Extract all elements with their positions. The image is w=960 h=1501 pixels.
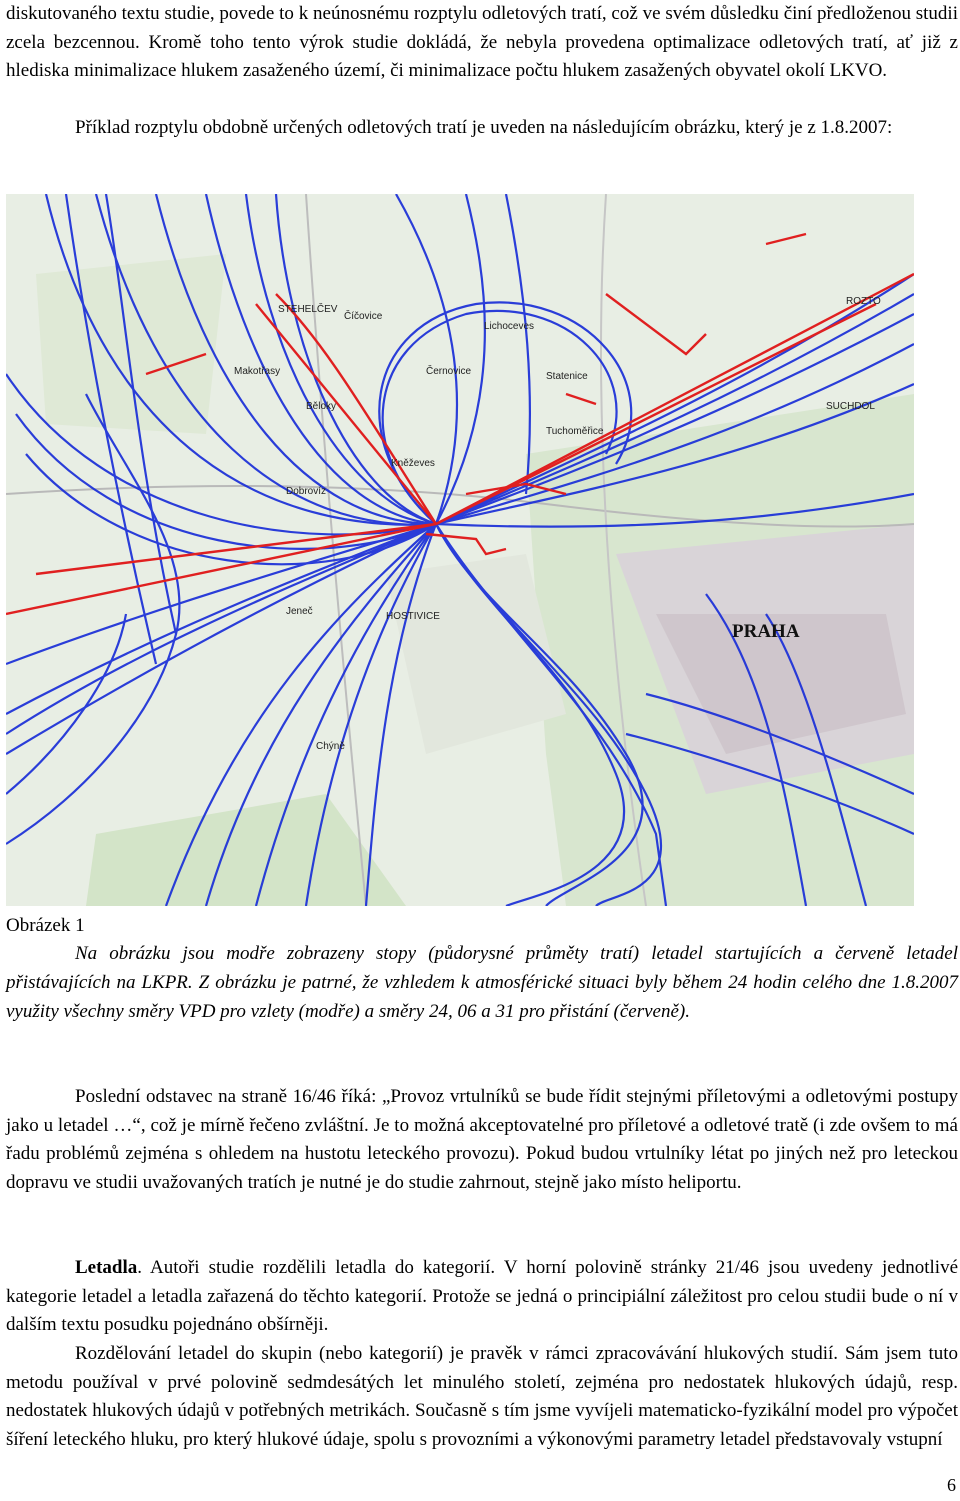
label-chyne: Chýně — [316, 741, 345, 752]
map-svg — [6, 194, 914, 906]
label-hostivice: HOSTIVICE — [386, 611, 440, 622]
figure-caption: Na obrázku jsou modře zobrazeny stopy (půdorysné průměty tratí) letadel startujících a červeně letadel přistávajících na LKPR. Z obrázku je patrné, že vzhledem k atmosférické situaci byly během 24 hodin celého dne 1.8.2007 využity všechny směry VPD pro vzlety (modře) a směry 24, 06 a 31 pro přistání (červeně). — [6, 943, 958, 1022]
label-lichoceves: Lichoceves — [484, 321, 535, 332]
label-tuchomerice: Tuchoměřice — [546, 426, 604, 437]
label-beloky: Běloky — [306, 401, 337, 412]
page-number: 6 — [947, 1475, 956, 1495]
label-cicovice: Číčovice — [344, 311, 383, 322]
paragraph-1: diskutovaného textu studie, povede to k neúnosnému rozptylu odletových tratí, což ve svém důsledku činí předloženou studii zcela bezcennou. Kromě toho tento výrok studie dokládá, že nebyla provedena optimalizace odletových tratí, ať již z hlediska minimalizace hlukem zasaženého území, či minimalizace počtu hlukem zasažených obyvatel okolí LKVO. — [6, 3, 958, 81]
label-praha: PRAHA — [732, 621, 800, 642]
paragraph-4-heading: Letadla — [75, 1257, 138, 1278]
label-cernovice: Černovice — [426, 366, 472, 377]
paragraph-2: Příklad rozptylu obdobně určených odletových tratí je uveden na následujícím obrázku, který je z 1.8.2007: — [75, 117, 893, 138]
label-knezeves: Kněževes — [391, 458, 435, 469]
flight-track-map — [6, 194, 914, 906]
label-dobrovice: Dobrovíz — [286, 486, 327, 497]
paragraph-5: Rozdělování letadel do skupin (nebo kategorií) je pravěk v rámci zpracovávání hlukových studií. Sám jsem tuto metodu používal v prvé polovině sedmdesátých let minulého století, zejména pro nedostatek hlukových údajů, resp. nedostatek hlukových údajů v potřebných metrikách. Současně s tím jsme vyvíjeli matematicko-fyzikální model pro výpočet šíření leteckého hluku, pro který hlukové údaje, spolu s provozními a výkonovými parametry letadel představovaly vstupní — [6, 1343, 958, 1450]
label-statenice: Statenice — [546, 371, 588, 382]
label-rozto: ROZTO — [846, 296, 881, 307]
paragraph-3: Poslední odstavec na straně 16/46 říká: „Provoz vrtulníků se bude řídit stejnými příletovými a odletovými postupy jako u letadel …“, což je mírně řečeno zvláštní. Je to možná akceptovatelné pro příletové a odletové tratě (i zde ovšem to má řadu problémů zejména s ohledem na hustotu leteckého provozu). Pokud budou vrtulníky létat po jiných než pro leteckou dopravu ve studii uvažovaných tratích je nutné je do studie zahrnout, stejně jako místo heliportu. — [6, 1086, 958, 1193]
label-makotrasy: Makotřasy — [234, 366, 281, 377]
figure-caption-title: Obrázek 1 — [6, 915, 85, 936]
paragraph-4 — [6, 1254, 958, 1340]
paragraph-4-text: . Autoři studie rozdělili letadla do kategorií. V horní polovině stránky 21/46 jsou uvedeny jednotlivé kategorie letadel a letadla zařazená do těchto kategorií. Protože se jedná o principiální záležitost pro celou studii bude o ní v dalším textu posudku pojednáno obšírněji. — [6, 1257, 958, 1335]
label-suchdol: SUCHDOL — [826, 401, 875, 412]
label-jenec: Jeneč — [286, 606, 313, 617]
label-stehelceves: STEHELČEV — [278, 304, 338, 315]
